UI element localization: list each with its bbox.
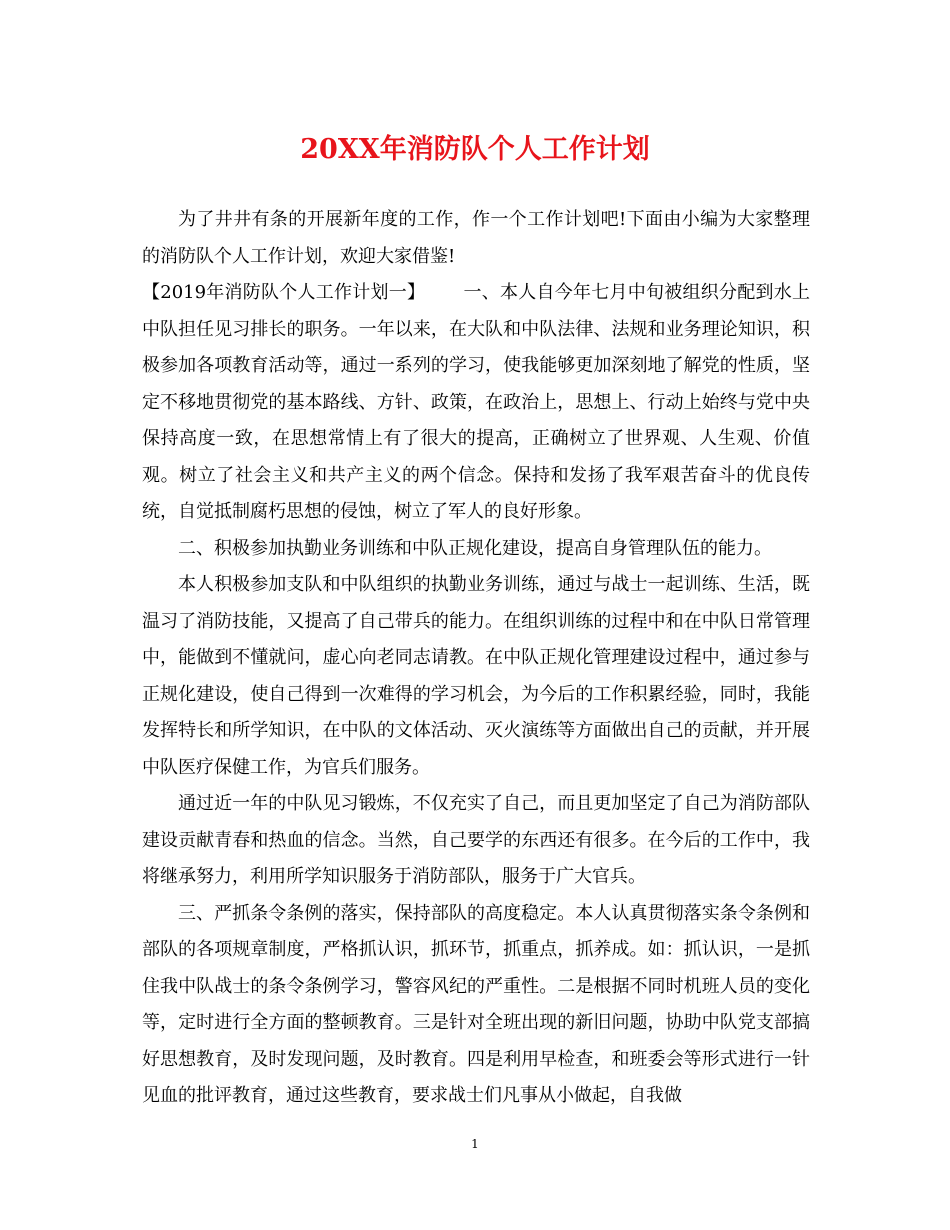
document-title: 20XX年消防队个人工作计划 [300,134,650,165]
document-body [142,202,810,1115]
paragraph-three: 本人积极参加支队和中队组织的执勤业务训练，通过与战士一起训练、生活，既温习了消防技能，又提高了自己带兵的能力。在组织训练的过程中和在中队日常管理中，能做到不懂就问，虚心向老同志请教。在中队正规化管理建设过程中，通过参与正规化建设，使自己得到一次难得的学习机会，为今后的工作积累经验，同时，我能发挥特长和所学知识，在中队的文体活动、灭火演练等方面做出自己的贡献，并开展中队医疗保健工作，为官兵们服务。 [142,574,810,778]
paragraph-two: 二、积极参加执勤业务训练和中队正规化建设，提高自身管理队伍的能力。 [178,537,772,559]
plan-heading: 【2019年消防队个人工作计划一】 [142,282,426,303]
page-number: 1 [471,1137,479,1151]
intro-paragraph: 为了井井有条的开展新年度的工作，作一个工作计划吧!下面由小编为大家整理的消防队个人工作计划，欢迎大家借鉴! [142,209,810,267]
paragraph-five: 三、严抓条令条例的落实，保持部队的高度稳定。本人认真贯彻落实条令条例和部队的各项规章制度，严格抓认识，抓环节，抓重点，抓养成。如：抓认识，一是抓住我中队战士的条令条例学习，警容风纪的严重性。二是根据不同时机班人员的变化等，定时进行全方面的整顿教育。三是针对全班出现的新旧问题，协助中队党支部搞好思想教育，及时发现问题，及时教育。四是利用早检查，和班委会等形式进行一针见血的批评教育，通过这些教育，要求战士们凡事从小做起，自我做 [142,902,810,1106]
plan-first-paragraph [142,275,810,531]
paragraph-one: 一、本人自今年七月中旬被组织分配到水上中队担任见习排长的职务。一年以来，在大队和中队法律、法规和业务理论知识，积极参加各项教育活动等，通过一系列的学习，使我能够更加深刻地了解党的性质，坚定不移地贯彻党的基本路线、方针、政策，在政治上，思想上、行动上始终与党中央保持高度一致，在思想常情上有了很大的提高，正确树立了世界观、人生观、价值观。树立了社会主义和共产主义的两个信念。保持和发扬了我军艰苦奋斗的优良传统，自觉抵制腐朽思想的侵蚀，树立了军人的良好形象。 [142,282,810,522]
paragraph-four: 通过近一年的中队见习锻炼，不仅充实了自己，而且更加坚定了自己为消防部队建设贡献青春和热血的信念。当然，自己要学的东西还有很多。在今后的工作中，我将继承努力，利用所学知识服务于消防部队，服务于广大官兵。 [142,793,810,887]
